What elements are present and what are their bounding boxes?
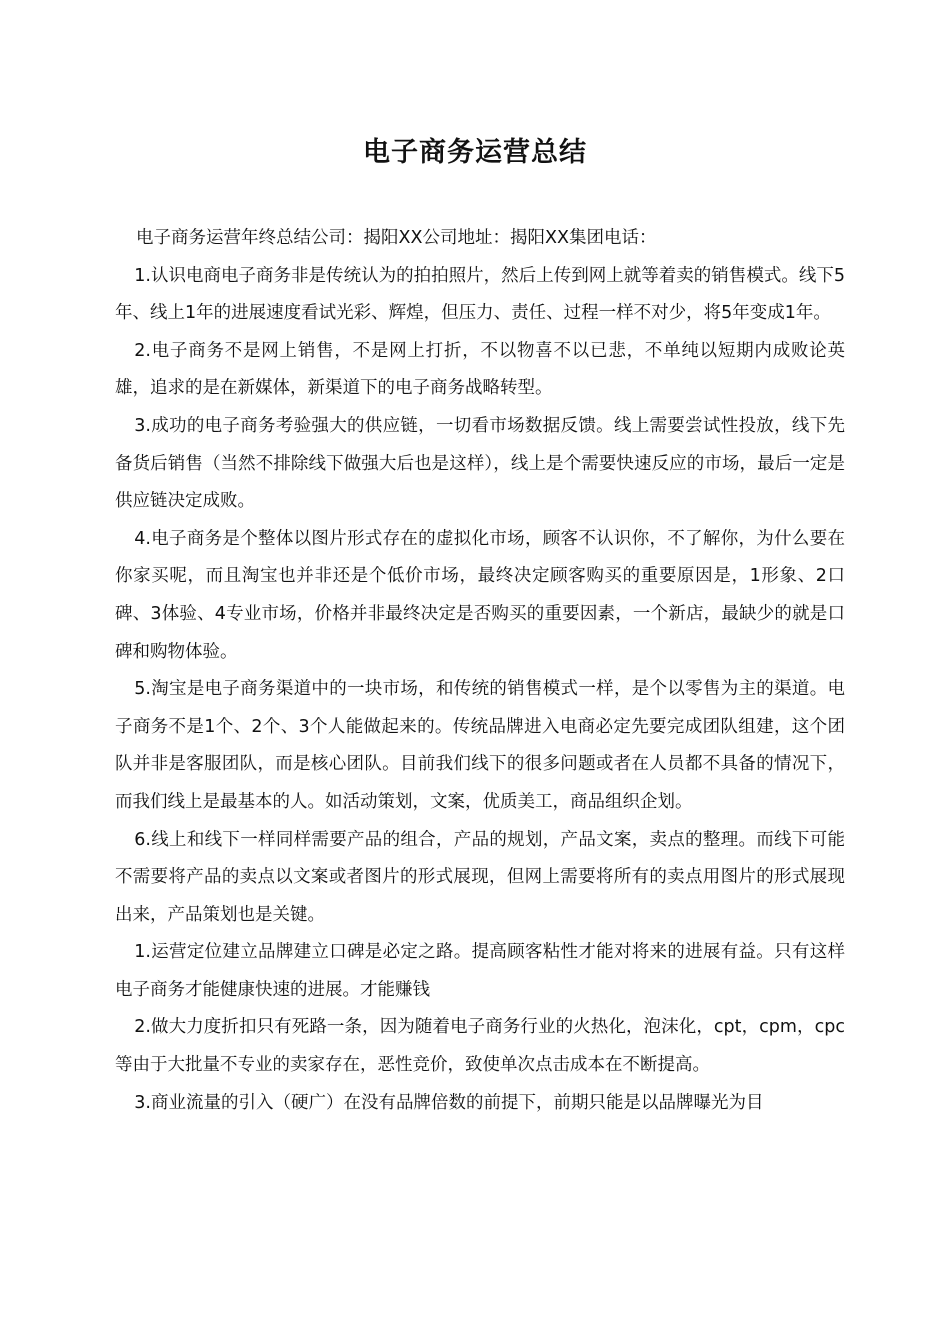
paragraph-9: 3.商业流量的引入（硬广）在没有品牌倍数的前提下，前期只能是以品牌曝光为目 (134, 1092, 764, 1113)
paragraph-6: 6.线上和线下一样同样需要产品的组合，产品的规划，产品文案，卖点的整理。而线下可能不需要将产品的卖点以文案或者图片的形式展现，但网上需要将所有的卖点用图片的形式展现出来，产品策划也是关键。 (115, 829, 845, 925)
paragraph-5: 5.淘宝是电子商务渠道中的一块市场，和传统的销售模式一样，是个以零售为主的渠道。电子商务不是1个、2个、3个人能做起来的。传统品牌进入电商必定先要完成团队组建，这个团队并非是客服团队，而是核心团队。目前我们线下的很多问题或者在人员都不具备的情况下，而我们线上是最基本的人。如活动策划，文案，优质美工，商品组织企划。 (115, 679, 845, 812)
paragraph-4: 4.电子商务是个整体以图片形式存在的虚拟化市场，顾客不认识你，不了解你，为什么要在你家买呢，而且淘宝也并非还是个低价市场，最终决定顾客购买的重要原因是，1形象、2口碑、3体验、4专业市场，价格并非最终决定是否购买的重要因素，一个新店，最缺少的就是口碑和购物体验。 (115, 528, 845, 662)
paragraph-1: 1.认识电商电子商务非是传统认为的拍拍照片，然后上传到网上就等着卖的销售模式。线下5年、线上1年的进展速度看试光彩、辉煌，但压力、责任、过程一样不对少，将5年变成1年。 (115, 265, 845, 324)
paragraph-7: 1.运营定位建立品牌建立口碑是必定之路。提高顾客粘性才能对将来的进展有益。只有这样电子商务才能健康快速的进展。才能赚钱 (115, 942, 845, 1000)
paragraph-2: 2.电子商务不是网上销售，不是网上打折，不以物喜不以已悲，不单纯以短期内成败论英雄，追求的是在新媒体，新渠道下的电子商务战略转型。 (115, 340, 845, 399)
document-body (115, 220, 845, 1122)
document-title: 电子商务运营总结 (363, 137, 587, 168)
paragraph-8: 2.做大力度折扣只有死路一条，因为随着电子商务行业的火热化，泡沫化，cpt，cpm，cpc等由于大批量不专业的卖家存在，恶性竞价，致使单次点击成本在不断提高。 (115, 1017, 845, 1076)
intro-paragraph: 电子商务运营年终总结公司：揭阳XX公司地址：揭阳XX集团电话： (136, 228, 657, 248)
paragraph-3: 3.成功的电子商务考验强大的供应链，一切看市场数据反馈。线上需要尝试性投放，线下先备货后销售（当然不排除线下做强大后也是这样），线上是个需要快速反应的市场，最后一定是供应链决定成败。 (115, 415, 845, 512)
